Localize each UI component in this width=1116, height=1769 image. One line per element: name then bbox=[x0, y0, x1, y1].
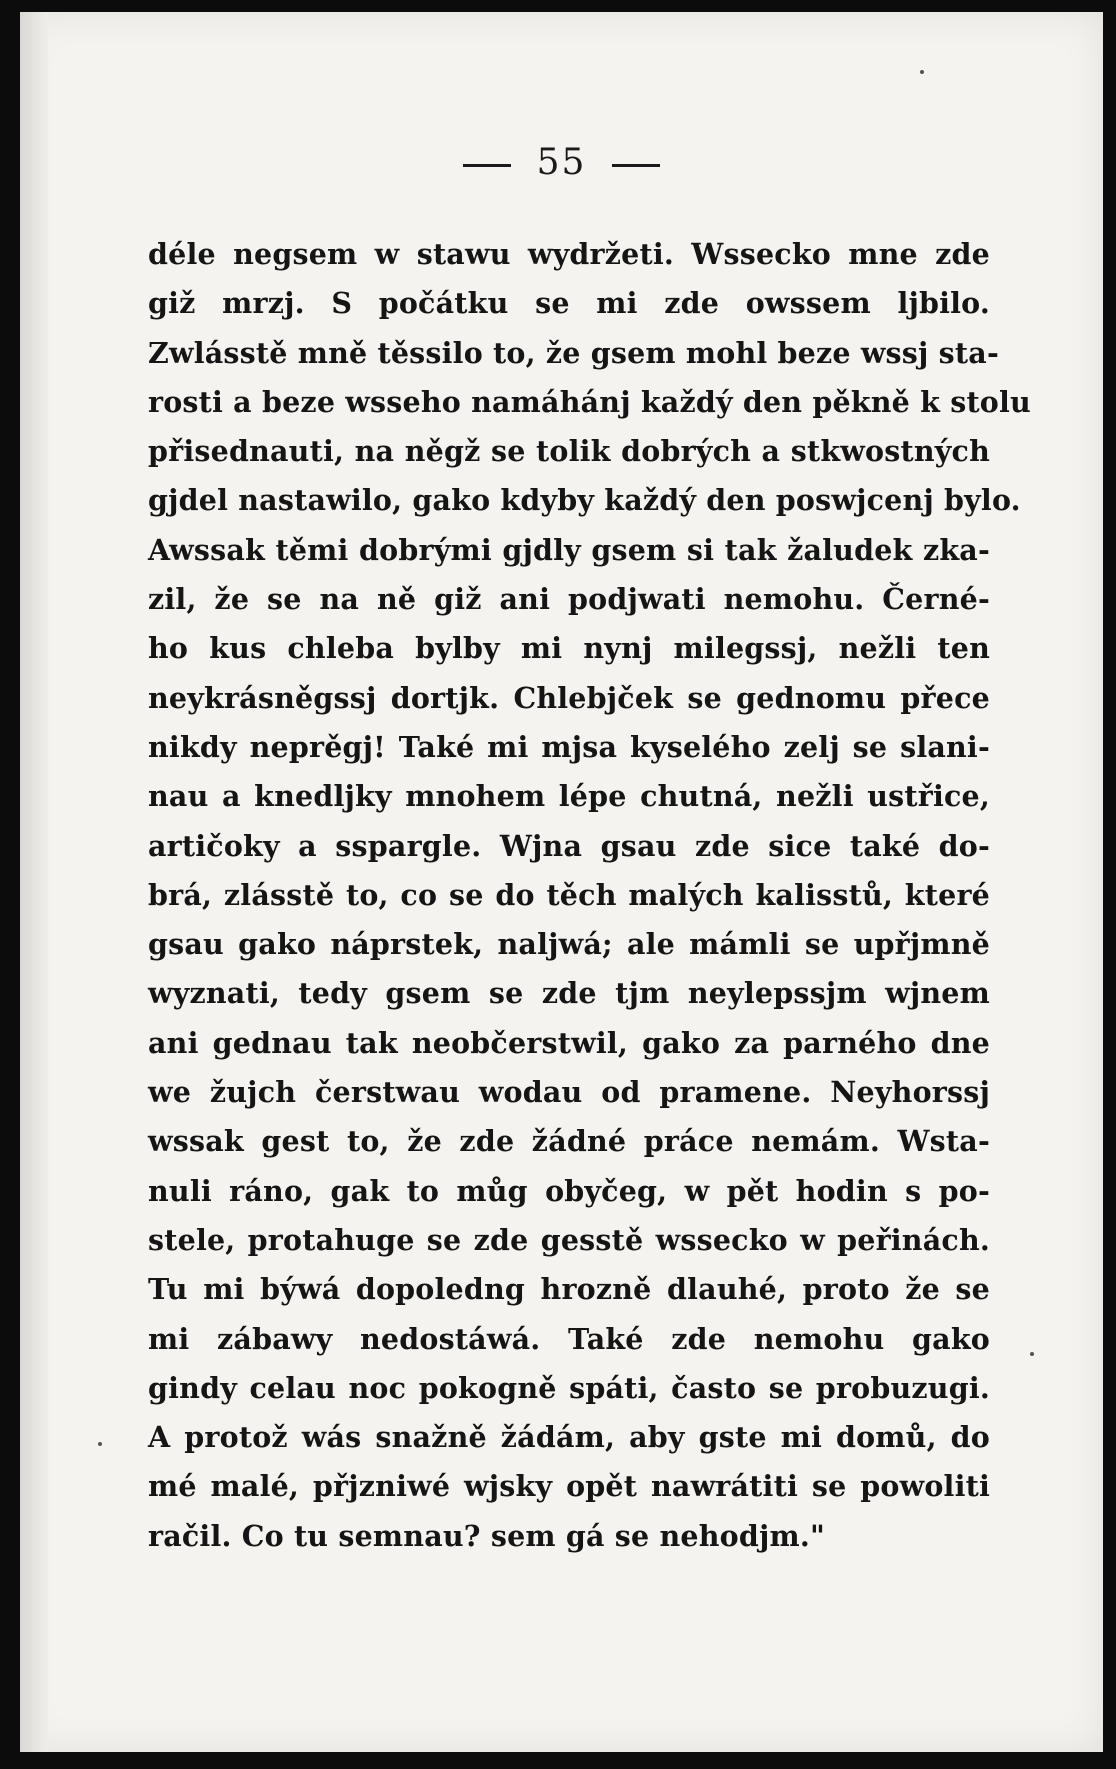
text-line: gsau gako náprstek, naljwá; ale mámli se upřjmně bbox=[148, 927, 990, 962]
text-line: déle negsem w stawu wydržeti. Wssecko mne zde bbox=[148, 237, 990, 271]
text-line: nau a knedljky mnohem lépe chutná, nežli ustřice, bbox=[148, 779, 990, 814]
text-line: rosti a beze wsseho namáhánj každý den pěkně k stolu bbox=[148, 384, 1031, 419]
text-line: Zwlásstě mně těssilo to, že gsem mohl beze wssj sta- bbox=[148, 335, 999, 370]
paper-speck bbox=[1030, 1352, 1034, 1356]
paper-speck bbox=[98, 1442, 102, 1446]
text-line: nuli ráno, gak to můg obyčeg, w pět hodin s po- bbox=[148, 1173, 990, 1208]
text-line: mi zábawy nedostáwá. Také zde nemohu gako bbox=[148, 1321, 990, 1356]
body-text bbox=[148, 230, 1031, 1561]
paper-speck bbox=[920, 70, 924, 74]
header-dash-right bbox=[612, 164, 660, 167]
page-number: 55 bbox=[536, 142, 587, 183]
text-line: we žujch čerstwau wodau od pramene. Neyhorssj bbox=[148, 1075, 990, 1110]
text-line: A protož wás snažně žádám, aby gste mi domů, do bbox=[148, 1420, 990, 1455]
header-dash-left bbox=[463, 164, 511, 167]
text-line: ani gednau tak neobčerstwil, gako za parného dne bbox=[148, 1025, 990, 1060]
text-line: gjdel nastawilo, gako kdyby každý den poswjcenj bylo. bbox=[148, 483, 1021, 518]
text-line: brá, zlásstě to, co se do těch malých kalisstů, které bbox=[148, 877, 990, 912]
book-page bbox=[20, 12, 1103, 1752]
text-line: neykrásněgssj dortjk. Chlebjček se gednomu přece bbox=[148, 680, 990, 715]
text-line: stele, protahuge se zde gesstě wssecko w peřinách. bbox=[148, 1222, 990, 1257]
page-spine-shadow bbox=[20, 12, 48, 1752]
text-line: ho kus chleba bylby mi nynj milegssj, nežli ten bbox=[148, 631, 990, 666]
text-line: přisednauti, na něgž se tolik dobrých a stkwostných bbox=[148, 434, 990, 469]
text-line: wyznati, tedy gsem se zde tjm neylepssjm wjnem bbox=[148, 976, 990, 1011]
page-header bbox=[20, 142, 1103, 183]
text-line: nikdy neprěgj! Také mi mjsa kyselého zelj se slani- bbox=[148, 729, 990, 764]
text-line: mé malé, přjzniwé wjsky opět nawrátiti se powoliti bbox=[148, 1469, 990, 1504]
text-line: gindy celau noc pokogně spáti, často se probuzugi. bbox=[148, 1370, 990, 1405]
text-line: wssak gest to, že zde žádné práce nemám. Wsta- bbox=[148, 1124, 990, 1159]
text-line: artičoky a sspargle. Wjna gsau zde sice také do- bbox=[148, 828, 990, 863]
text-line: Tu mi býwá dopoledng hrozně dlauhé, proto že se bbox=[148, 1272, 990, 1307]
text-line: račil. Co tu semnau? sem gá se nehodjm." bbox=[148, 1518, 826, 1553]
text-line: zil, že se na ně giž ani podjwati nemohu. Černé- bbox=[148, 582, 990, 617]
text-line: Awssak těmi dobrými gjdly gsem si tak žaludek zka- bbox=[148, 532, 990, 567]
text-line: giž mrzj. S počátku se mi zde owssem ljbilo. bbox=[148, 286, 990, 321]
